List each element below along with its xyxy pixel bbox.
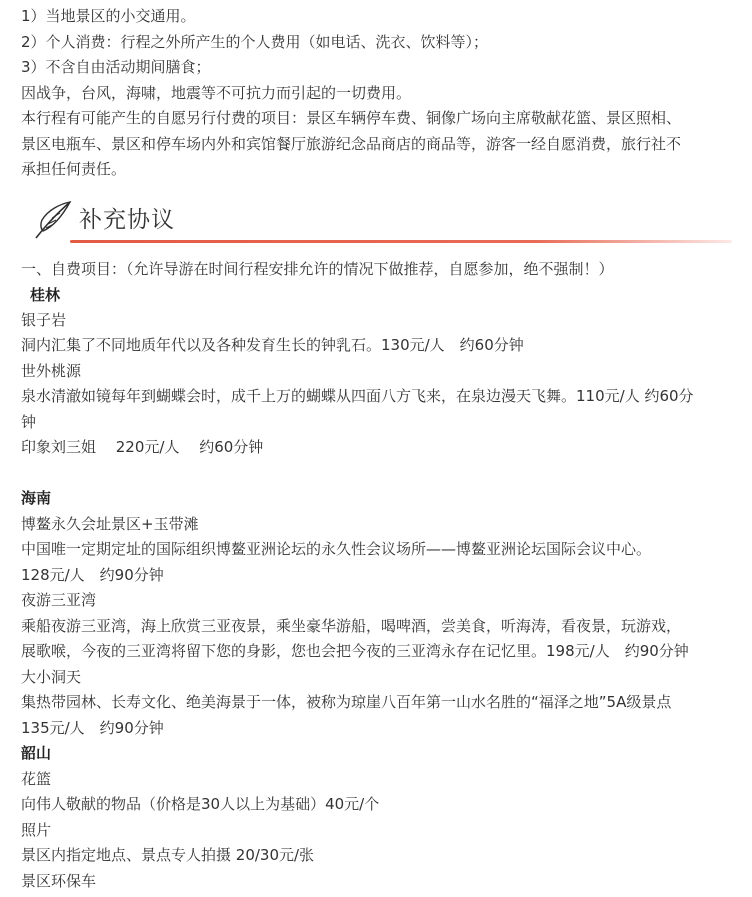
attraction-desc: 钟 (21, 413, 37, 431)
fee-exclusion-line-3: 3）不含自由活动期间膳食； (21, 58, 211, 76)
attraction-desc: 集热带园林、长寿文化、绝美海景于一体，被称为琼崖八百年第一山水名胜的“福泽之地”5A级景点 (21, 693, 672, 711)
attraction-desc: 洞内汇集了不同地质年代以及各种发育生长的钟乳石。130元/人 约60分钟 (21, 336, 524, 354)
region-guilin: 桂林 (30, 286, 61, 304)
fee-exclusion-line-1: 1）当地景区的小交通用。 (21, 7, 196, 25)
attraction-name: 景区环保车 (21, 872, 97, 890)
optional-fee-paragraph-line-1: 本行程有可能产生的自愿另行付费的项目：景区车辆停车费、铜像广场向主席敬献花篮、景区照相、 (21, 109, 682, 127)
fee-exclusion-line-2: 2）个人消费：行程之外所产生的个人费用（如电话、洗衣、饮料等）； (21, 33, 489, 51)
attraction-name: 照片 (21, 821, 52, 839)
section-title: 补充协议 (79, 207, 175, 233)
attraction-name: 夜游三亚湾 (21, 591, 97, 609)
feather-icon (30, 198, 74, 242)
attraction-desc: 景区内指定地点、景点专人拍摄 20/30元/张 (21, 846, 315, 864)
region-shaoshan: 韶山 (21, 744, 52, 762)
optional-fee-paragraph-line-3: 承担任何责任。 (21, 160, 127, 178)
attraction-price: 135元/人 约90分钟 (21, 719, 164, 737)
section-divider (70, 240, 732, 243)
attraction-desc: 中国唯一定期定址的国际组织博鳌亚洲论坛的永久性会议场所——博鳌亚洲论坛国际会议中心。 (21, 540, 652, 558)
attraction-desc: 乘船夜游三亚湾，海上欣赏三亚夜景，乘坐豪华游船，喝啤酒，尝美食，听海涛，看夜景，玩游戏， (21, 617, 682, 635)
attraction-desc: 泉水清澈如镜每年到蝴蝶会时，成千上万的蝴蝶从四面八方飞来，在泉边漫天飞舞。110元/人 约60分 (21, 387, 694, 405)
optional-fee-paragraph-line-2: 景区电瓶车、景区和停车场内外和宾馆餐厅旅游纪念品商店的商品等，游客一经自愿消费，旅行社不 (21, 135, 682, 153)
self-pay-heading: 一、自费项目：（允许导游在时间行程安排允许的情况下做推荐，自愿参加，绝不强制！） (21, 260, 614, 278)
attraction-name: 银子岩 (21, 311, 67, 329)
section-header-supplementary (24, 196, 736, 244)
attraction-desc: 向伟人敬献的物品（价格是30人以上为基础）40元/个 (21, 795, 380, 813)
attraction-name: 花篮 (21, 770, 52, 788)
attraction-desc: 展歌喉，今夜的三亚湾将留下您的身影，您也会把今夜的三亚湾永存在记忆里。198元/人 约90分钟 (21, 642, 689, 660)
attraction-name: 大小洞天 (21, 668, 82, 686)
attraction-name: 世外桃源 (21, 362, 82, 380)
attraction-price: 128元/人 约90分钟 (21, 566, 164, 584)
region-hainan: 海南 (21, 489, 52, 507)
attraction-name: 博鳌永久会址景区+玉带滩 (21, 515, 199, 533)
force-majeure-line: 因战争，台风，海啸，地震等不可抗力而引起的一切费用。 (21, 84, 412, 102)
attraction-line: 印象刘三姐 220元/人 约60分钟 (21, 438, 264, 456)
